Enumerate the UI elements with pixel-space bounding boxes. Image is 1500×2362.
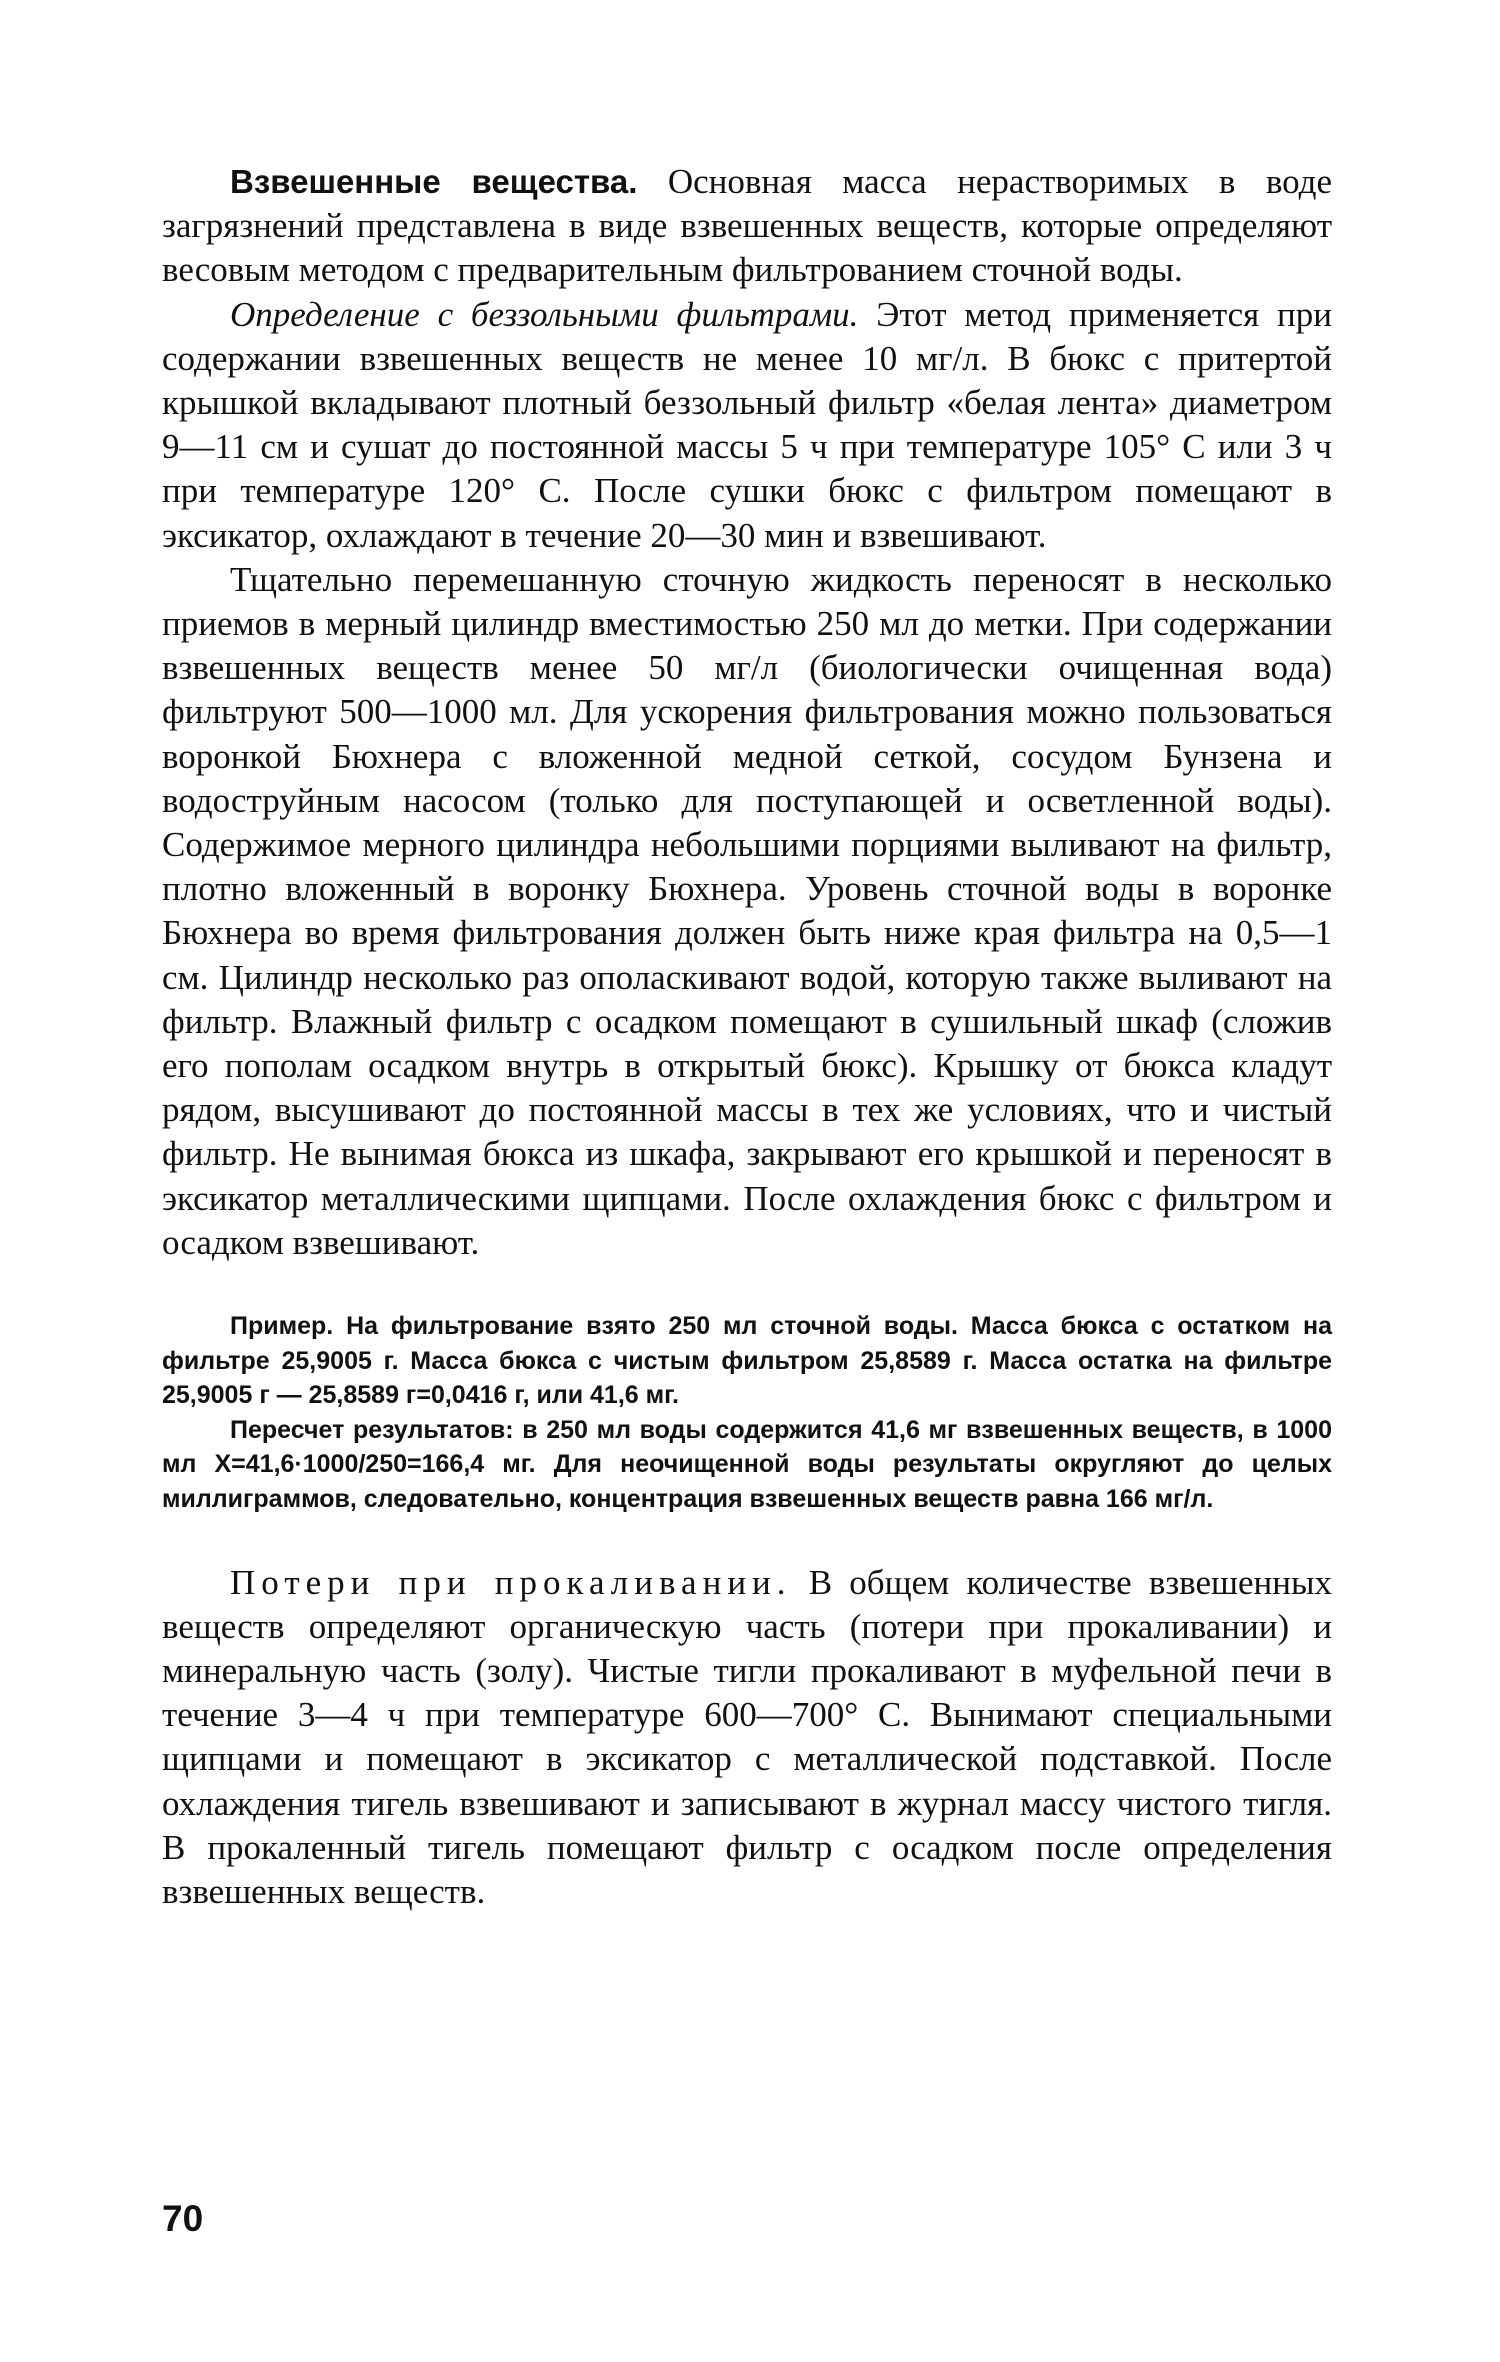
page-body <box>162 160 1332 1914</box>
example-paragraph <box>162 1309 1332 1413</box>
heading-ashless-filters: Определение с беззольными фильтрами. <box>230 294 859 334</box>
example-recalculation: Пересчет результатов: в 250 мл воды содержится 41,6 мг взвешенных веществ, в 1000 мл X=41,6·1000/250=166,4 мг. Для неочищенной воды результаты округляют до целых миллиграммов, следовательно, концентрация взвешенных веществ равна 166 мг/л. <box>162 1415 1332 1514</box>
paragraph-text: Основная масса нерастворимых в воде загрязнений представлена в виде взвешенных веществ, которые определяют весовым методом с предварительным фильтрованием сточной воды. <box>162 162 1332 290</box>
example-heading: Пример. <box>230 1312 334 1341</box>
heading-suspended-solids: Взвешенные вещества. <box>230 163 638 200</box>
example-block <box>162 1309 1332 1517</box>
paragraph-text: В общем количестве взвешенных веществ определяют органическую часть (потери при прокаливании) и минеральную часть (золу). Чистые тигли прокаливают в муфельной печи в течение 3—4 ч при температуре 600—700° С. Вынимают специальными щипцами и помещают в эксикатор с металлической подставкой. После охлаждения тигель взвешивают и записывают в журнал массу чистого тигля. В прокаленный тигель помещают фильтр с осадком после определения взвешенных веществ. <box>162 1562 1332 1912</box>
paragraph-text: Этот метод применяется при содержании взвешенных веществ не менее 10 мг/л. В бюкс с притертой крышкой вкладывают плотный беззольный фильтр «белая лента» диаметром 9—11 см и сушат до постоянной массы 5 ч при температуре 105° С или 3 ч при температуре 120° С. После сушки бюкс с фильтром помещают в эксикатор, охлаждают в течение 20—30 мин и взвешивают. <box>162 294 1332 555</box>
paragraph-ashless-filters <box>162 293 1332 558</box>
paragraph-procedure: Тщательно перемешанную сточную жидкость переносят в несколько приемов в мерный цилиндр вместимостью 250 мл до метки. При содержании взвешенных веществ менее 50 мг/л (биологически очищенная вода) фильтруют 500—1000 мл. Для ускорения фильтрования можно пользоваться воронкой Бюхнера с вложенной медной сеткой, сосудом Бунзена и водоструйным насосом (только для поступающей и осветленной воды). Содержимое мерного цилиндра небольшими порциями выливают на фильтр, плотно вложенный в воронку Бюхнера. Уровень сточной воды в воронке Бюхнера во время фильтрования должен быть ниже края фильтра на 0,5—1 см. Цилиндр несколько раз ополаскивают водой, которую также выливают на фильтр. Влажный фильтр с осадком помещают в сушильный шкаф (сложив его пополам осадком внутрь в открытый бюкс). Крышку от бюкса кладут рядом, высушивают до постоянной массы в тех же условиях, что и чистый фильтр. Не вынимая бюкса из шкафа, закрывают его крышкой и переносят в эксикатор металлическими щипцами. После охлаждения бюкс с фильтром и осадком взвешивают. <box>162 559 1332 1262</box>
example-text: На фильтрование взято 250 мл сточной воды. Масса бюкса с остатком на фильтре 25,9005 г. Масса бюкса с чистым фильтром 25,8589 г. Масса остатка на фильтре 25,9005 г — 25,8589 г=0,0416 г, или 41,6 мг. <box>162 1312 1332 1410</box>
paragraph-suspended-solids <box>162 160 1332 293</box>
page-number: 70 <box>162 2198 204 2239</box>
paragraph-ignition-loss <box>162 1561 1332 1915</box>
heading-ignition-loss: Потери при прокаливании. <box>230 1562 792 1602</box>
